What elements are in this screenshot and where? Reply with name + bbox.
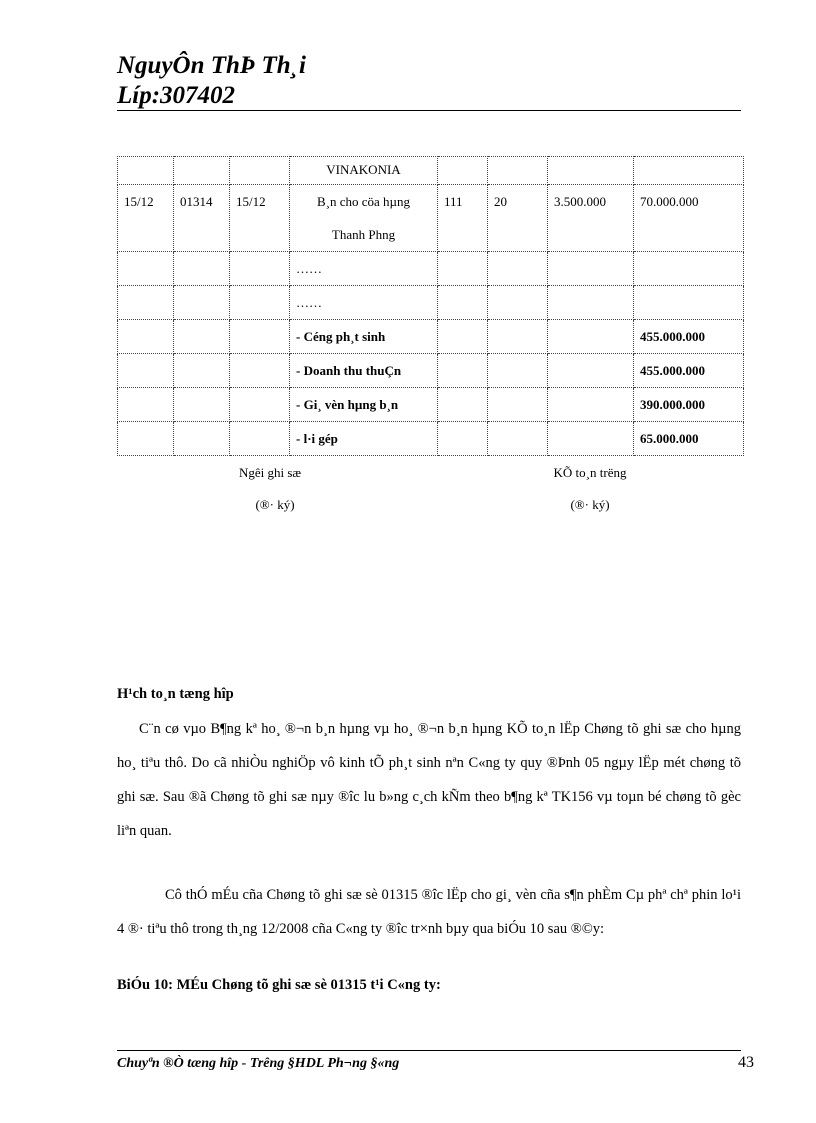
table-cell: 01314 (174, 185, 230, 252)
table-cell: 3.500.000 (548, 185, 634, 252)
footer-divider (117, 1050, 741, 1051)
summary-row (118, 388, 744, 422)
summary-value: 390.000.000 (634, 388, 744, 422)
signature-left-title: Ngêi ghi sæ (238, 465, 302, 480)
summary-value: 455.000.000 (634, 354, 744, 388)
table-cell: 15/12 (118, 185, 174, 252)
description-line-2: Thanh Phng (331, 227, 396, 242)
summary-label: - l·i gép (290, 422, 438, 456)
summary-label: - Céng ph¸t sinh (290, 320, 438, 354)
table-cell: 70.000.000 (634, 185, 744, 252)
table-cell: 15/12 (230, 185, 290, 252)
table-cell (634, 157, 744, 185)
author-name: NguyÔn ThÞ Th¸i (117, 52, 306, 79)
table-cell (230, 157, 290, 185)
header-divider (117, 110, 741, 111)
paragraph-2: Cô thÓ mÉu cña Chøng tõ ghi sæ sè 01315 ®îc lËp cho gi¸ vèn cña s¶n phÈm Cµ phª chª phin lo¹i 4 ®· tiªu thô trong th¸ng 12/2008 cña C«ng ty ®îc tr×nh bµy qua biÓu 10 sau ®©y: (117, 887, 741, 937)
class-label: Líp:307402 (117, 82, 236, 109)
summary-value: 455.000.000 (634, 320, 744, 354)
table-row (118, 157, 744, 185)
table-cell: 111 (438, 185, 488, 252)
page-number: 43 (738, 1054, 754, 1071)
ledger-table (117, 156, 744, 456)
table-cell: …… (290, 286, 438, 320)
table-cell: VINAKONIA (290, 157, 438, 185)
table-cell: 20 (488, 185, 548, 252)
summary-row (118, 320, 744, 354)
summary-value: 65.000.000 (634, 422, 744, 456)
table-cell (290, 185, 438, 252)
table-cell (174, 157, 230, 185)
table-cell (548, 157, 634, 185)
summary-label: - Doanh thu thuÇn (290, 354, 438, 388)
table-cell (438, 157, 488, 185)
paragraph-1: C¨n cø vµo B¶ng kª ho¸ ®¬n b¸n hµng vµ ho¸ ®¬n b¸n hµng KÕ to¸n lËp Chøng tõ ghi sæ cho hµng ho¸ tiªu thô. Do cã nhiÒu nghiÖp vô kinh tÕ ph¸t sinh nªn C«ng ty quy ®Þnh 05 ngµy lËp mét chøng tõ ghi sæ. Sau ®ã Chøng tõ ghi sæ nµy ®îc lu b»ng c¸ch kÑm theo b¶ng kª TK156 vµ toµn bé chøng tõ gèc liªn quan. (117, 721, 741, 839)
summary-label: - Gi¸ vèn hµng b¸n (290, 388, 438, 422)
table-cell (118, 157, 174, 185)
table-cell: …… (290, 252, 438, 286)
signature-right-title: KÕ to¸n trëng (553, 465, 627, 480)
section-title: H¹ch to¸n tæng hîp (117, 686, 234, 702)
summary-row (118, 422, 744, 456)
figure-title: BiÓu 10: MÉu Chøng tõ ghi sæ sè 01315 t¹i C«ng ty: (117, 977, 441, 993)
signature-left-note: (®· ký) (255, 497, 295, 512)
description-line-1: B¸n cho cöa hµng (316, 194, 411, 209)
summary-row (118, 354, 744, 388)
footer-text: Chuyªn ®Ò tæng hîp - Trêng §HDL Ph¬ng §«ng (117, 1056, 400, 1071)
table-row (118, 252, 744, 286)
table-cell (488, 157, 548, 185)
table-row (118, 185, 744, 252)
table-row (118, 286, 744, 320)
signature-right-note: (®· ký) (570, 497, 610, 512)
